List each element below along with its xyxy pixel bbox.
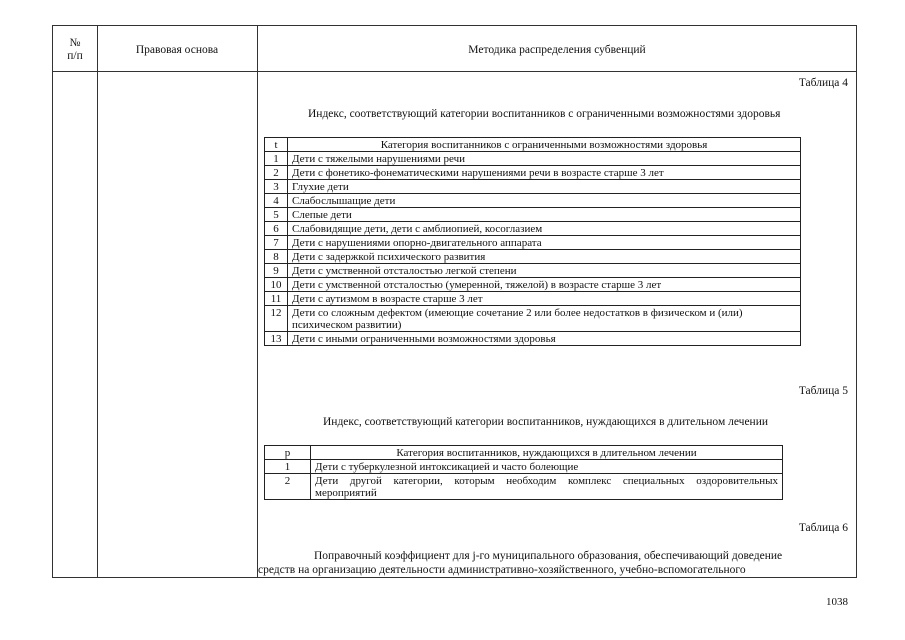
- table-row: [265, 292, 801, 306]
- row-text: Дети другой категории, которым необходим комплекс специальных оздоровительных мероприятий: [311, 474, 783, 500]
- header-divider: [53, 71, 856, 72]
- row-number: 1: [265, 460, 311, 474]
- table4-title: Индекс, соответствующий категории воспитанников с ограниченными возможностями здоровья: [308, 108, 781, 120]
- table-row: [265, 278, 801, 292]
- row-text: Дети с аутизмом в возрасте старше 3 лет: [288, 292, 801, 306]
- row-text: Дети с иными ограниченными возможностями здоровья: [288, 332, 801, 346]
- table5-header-row: [265, 446, 783, 460]
- column-divider: [257, 26, 258, 577]
- row-text: Дети с умственной отсталостью (умеренной, тяжелой) в возрасте старше 3 лет: [288, 278, 801, 292]
- table4-col-index: t: [265, 138, 288, 152]
- row-text: Дети с нарушениями опорно-двигательного аппарата: [288, 236, 801, 250]
- table5-col-index: p: [265, 446, 311, 460]
- column-divider: [97, 26, 98, 577]
- row-text: Дети с задержкой психического развития: [288, 250, 801, 264]
- header-col-number: [53, 37, 97, 63]
- table-row: [265, 180, 801, 194]
- table-row: [265, 332, 801, 346]
- row-number: 10: [265, 278, 288, 292]
- row-number: 8: [265, 250, 288, 264]
- table6-text-line1: Поправочный коэффициент для j-го муниципального образования, обеспечивающий доведение: [314, 550, 783, 562]
- row-text: Глухие дети: [288, 180, 801, 194]
- row-number: 7: [265, 236, 288, 250]
- table-row: [265, 166, 801, 180]
- table-row: [265, 194, 801, 208]
- row-number: 1: [265, 152, 288, 166]
- row-number: 2: [265, 474, 311, 500]
- table6-label: Таблица 6: [798, 522, 848, 534]
- row-number: 6: [265, 222, 288, 236]
- table-row: [265, 208, 801, 222]
- row-text: Дети со сложным дефектом (имеющие сочетание 2 или более недостатков в физическом и (или) психическом развитии): [288, 306, 801, 332]
- table5-label: Таблица 5: [798, 385, 848, 397]
- row-text: Слепые дети: [288, 208, 801, 222]
- table-row: [265, 236, 801, 250]
- table4-col-category: Категория воспитанников с ограниченными возможностями здоровья: [288, 138, 801, 152]
- row-number: 11: [265, 292, 288, 306]
- header-col-number-line2: п/п: [67, 50, 83, 62]
- row-number: 12: [265, 306, 288, 332]
- row-number: 9: [265, 264, 288, 278]
- row-number: 4: [265, 194, 288, 208]
- table-row: [265, 250, 801, 264]
- row-number: 2: [265, 166, 288, 180]
- row-text: Дети с фонетико-фонематическими нарушениями речи в возрасте старше 3 лет: [288, 166, 801, 180]
- row-text: Слабослышащие дети: [288, 194, 801, 208]
- row-text: Слабовидящие дети, дети с амблиопией, косоглазием: [288, 222, 801, 236]
- table5-title: Индекс, соответствующий категории воспитанников, нуждающихся в длительном лечении: [323, 416, 769, 428]
- table5-col-category: Категория воспитанников, нуждающихся в длительном лечении: [311, 446, 783, 460]
- table-row: [265, 222, 801, 236]
- table-row: [265, 460, 783, 474]
- row-text: Дети с умственной отсталостью легкой степени: [288, 264, 801, 278]
- table5: [264, 445, 783, 500]
- header-col-basis: Правовая основа: [135, 44, 219, 56]
- table-row: [265, 306, 801, 332]
- table4: [264, 137, 801, 346]
- row-text: Дети с тяжелыми нарушениями речи: [288, 152, 801, 166]
- row-text: Дети с туберкулезной интоксикацией и часто болеющие: [311, 460, 783, 474]
- header-col-method: Методика распределения субвенций: [468, 44, 646, 56]
- table-row: [265, 474, 783, 500]
- table6-text-line2: средств на организацию деятельности административно-хозяйственного, учебно-вспомогательного: [258, 564, 746, 576]
- table-row: [265, 264, 801, 278]
- table4-header-row: [265, 138, 801, 152]
- header-col-number-line1: №: [69, 37, 81, 49]
- row-number: 5: [265, 208, 288, 222]
- page-number: 1038: [826, 596, 848, 608]
- table4-label: Таблица 4: [798, 77, 848, 89]
- row-number: 3: [265, 180, 288, 194]
- table-row: [265, 152, 801, 166]
- row-number: 13: [265, 332, 288, 346]
